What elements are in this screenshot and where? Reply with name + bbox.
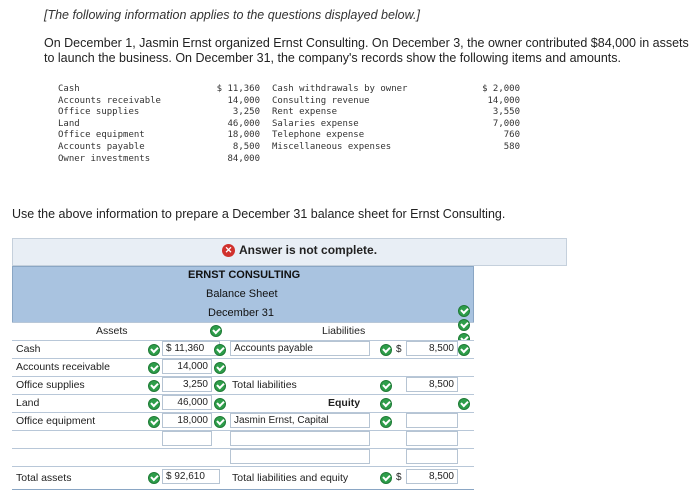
records-right-values: $ 2,000 14,000 3,550 7,000 760 580 bbox=[482, 84, 520, 152]
equity-label-blank-2[interactable] bbox=[230, 449, 370, 464]
asset-amount-blank[interactable] bbox=[162, 431, 212, 446]
records-left-labels: Cash Accounts receivable Office supplies Land Office equipment Accounts payable Owner investments bbox=[58, 84, 161, 164]
assets-header: Assets bbox=[96, 325, 128, 337]
check-icon bbox=[210, 325, 222, 337]
equity-label-blank[interactable] bbox=[230, 431, 370, 446]
total-le-dollar-sign: $ bbox=[396, 472, 402, 483]
check-icon bbox=[148, 344, 160, 356]
answer-status bbox=[222, 243, 377, 257]
total-liabilities-label: Total liabilities bbox=[232, 379, 297, 391]
asset-amount-land[interactable]: 46,000 bbox=[162, 395, 212, 410]
instruction-text: Use the above information to prepare a December 31 balance sheet for Ernst Consulting. bbox=[12, 207, 506, 221]
asset-amount-cash[interactable]: $ 11,360 bbox=[162, 341, 220, 356]
liability-amount-accounts-payable[interactable]: 8,500 bbox=[406, 341, 458, 356]
sheet-title: Balance Sheet bbox=[206, 288, 278, 300]
total-assets-label: Total assets bbox=[16, 472, 72, 484]
asset-amount-ar[interactable]: 14,000 bbox=[162, 359, 212, 374]
check-icon bbox=[458, 305, 470, 317]
liability-label-accounts-payable[interactable]: Accounts payable bbox=[230, 341, 370, 356]
check-icon bbox=[148, 472, 160, 484]
check-icon bbox=[458, 398, 470, 410]
equity-amount-blank[interactable] bbox=[406, 431, 458, 446]
asset-label-ar: Accounts receivable bbox=[16, 361, 110, 373]
problem-paragraph: On December 1, Jasmin Ernst organized Ernst Consulting. On December 3, the owner contributed $84,000 in assets to launch the business. On December 31, the company's records show the following items and amounts. bbox=[44, 36, 689, 65]
check-icon bbox=[458, 319, 470, 331]
check-icon bbox=[214, 398, 226, 410]
check-icon bbox=[148, 380, 160, 392]
check-icon bbox=[214, 416, 226, 428]
check-icon bbox=[380, 416, 392, 428]
equity-amount-blank-2[interactable] bbox=[406, 449, 458, 464]
total-le-amount[interactable]: 8,500 bbox=[406, 469, 458, 484]
sheet-row-headers bbox=[12, 322, 474, 340]
records-left-values: $ 11,360 14,000 3,250 46,000 18,000 8,500 84,000 bbox=[216, 84, 260, 164]
asset-amount-equipment[interactable]: 18,000 bbox=[162, 413, 212, 428]
capital-amount[interactable] bbox=[406, 413, 458, 428]
check-icon bbox=[148, 398, 160, 410]
asset-label-equipment: Office equipment bbox=[16, 415, 96, 427]
total-le-label: Total liabilities and equity bbox=[232, 472, 349, 484]
sheet-company: ERNST CONSULTING bbox=[188, 269, 301, 281]
total-assets-amount[interactable]: $ 92,610 bbox=[162, 469, 220, 484]
answer-status-text: Answer is not complete. bbox=[239, 243, 378, 257]
asset-label-land: Land bbox=[16, 397, 40, 409]
check-icon bbox=[214, 362, 226, 374]
intro-note: [The following information applies to the questions displayed below.] bbox=[44, 8, 420, 22]
total-liabilities-amount[interactable]: 8,500 bbox=[406, 377, 458, 392]
check-icon bbox=[214, 380, 226, 392]
check-icon bbox=[148, 416, 160, 428]
check-icon bbox=[148, 362, 160, 374]
sheet-date: December 31 bbox=[208, 307, 275, 319]
check-icon bbox=[380, 398, 392, 410]
check-icon bbox=[380, 472, 392, 484]
check-icon bbox=[214, 344, 226, 356]
check-icon bbox=[380, 380, 392, 392]
ap-dollar-sign: $ bbox=[396, 344, 402, 355]
equity-header: Equity bbox=[328, 397, 361, 409]
asset-label-supplies: Office supplies bbox=[16, 379, 85, 391]
table-row bbox=[12, 394, 474, 412]
asset-amount-supplies[interactable]: 3,250 bbox=[162, 377, 212, 392]
asset-label-cash: Cash bbox=[16, 343, 41, 355]
check-icon bbox=[380, 344, 392, 356]
capital-label[interactable]: Jasmin Ernst, Capital bbox=[230, 413, 370, 428]
error-x-icon: ✕ bbox=[222, 244, 235, 257]
liabilities-header: Liabilities bbox=[322, 325, 366, 337]
records-right-labels: Cash withdrawals by owner Consulting revenue Rent expense Salaries expense Telephone expense Miscellaneous expenses bbox=[272, 84, 408, 152]
check-icon bbox=[458, 344, 470, 356]
